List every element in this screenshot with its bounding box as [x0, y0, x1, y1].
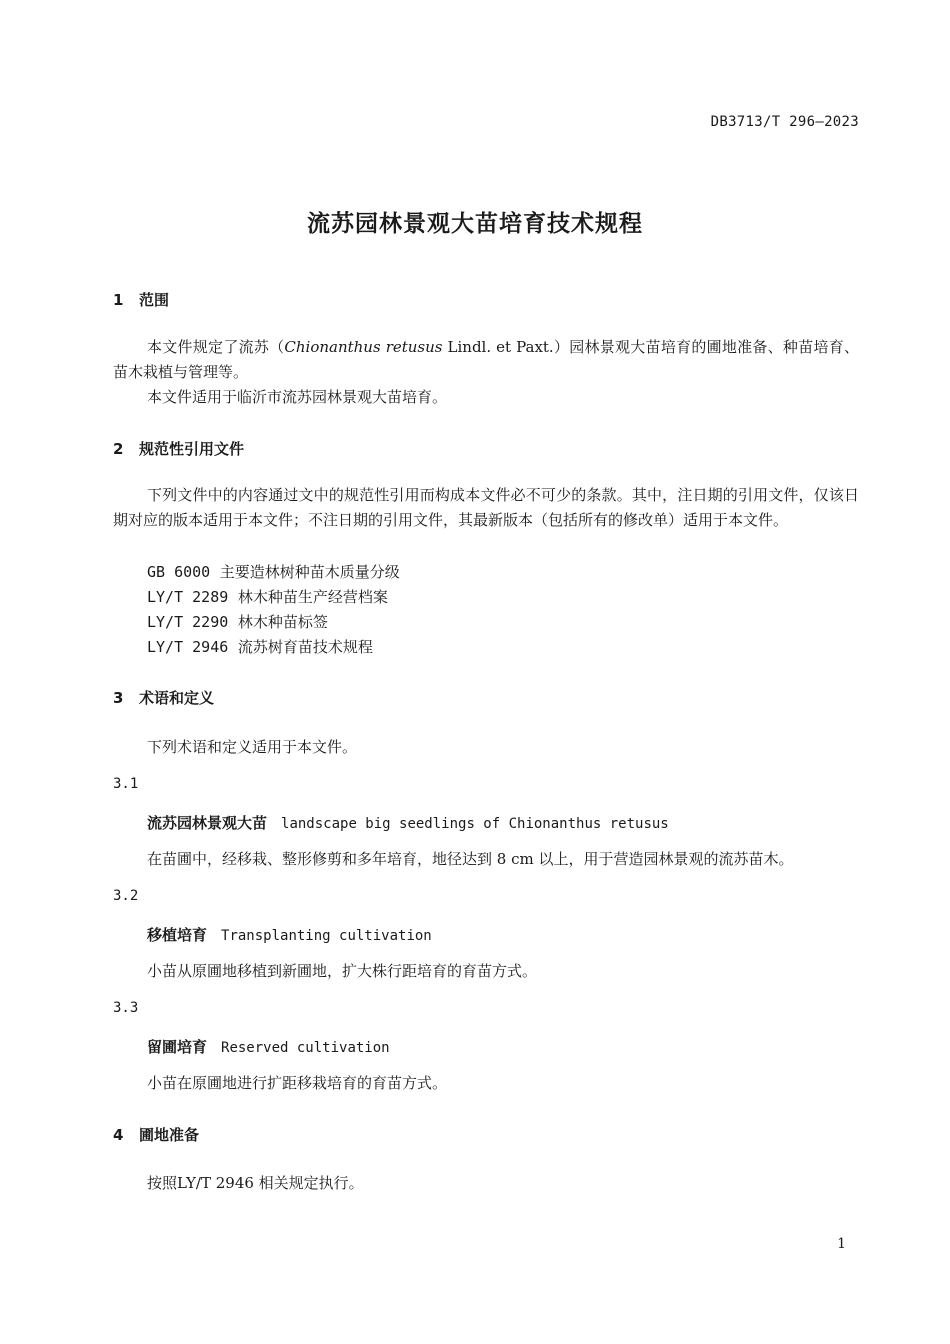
- section-title: 规范性引用文件: [139, 440, 245, 458]
- reference-code: GB 6000: [147, 563, 211, 581]
- reference-code: LY/T 2946: [147, 638, 229, 656]
- reference-title: 林木种苗标签: [237, 613, 328, 631]
- reference-code: LY/T 2290: [147, 613, 229, 631]
- document-code: DB3713/T 296—2023: [710, 114, 859, 130]
- scientific-name: Chionanthus retusus: [284, 338, 443, 356]
- term-definition: 在苗圃中，经移栽、整形修剪和多年培育，地径达到 8 cm 以上，用于营造园林景观的流苏苗木。: [147, 850, 794, 868]
- reference-item: [147, 561, 400, 582]
- term-entry: [147, 1036, 390, 1057]
- text-suffix: Lindl. et Paxt.）园林景观大苗培育的圃地准备、种苗培育、苗木栽植与管理等。: [113, 338, 859, 381]
- section-number: 2: [113, 440, 124, 458]
- term-chinese: 移植培育: [147, 926, 208, 944]
- section-number: 3: [113, 689, 124, 707]
- reference-title: 林木种苗生产经营档案: [237, 588, 388, 606]
- term-chinese: 留圃培育: [147, 1038, 208, 1056]
- term-chinese: 流苏园林景观大苗: [147, 814, 268, 832]
- section-2-intro: 下列文件中的内容通过文中的规范性引用而构成本文件必不可少的条款。其中，注日期的引用文件，仅该日期对应的版本适用于本文件；不注日期的引用文件，其最新版本（包括所有的修改单）适用于本文件。: [113, 486, 859, 529]
- term-english: Reserved cultivation: [221, 1040, 390, 1056]
- term-number: 3.3: [113, 1000, 139, 1016]
- reference-item: [147, 611, 328, 632]
- section-4-text: 按照LY/T 2946 相关规定执行。: [147, 1174, 364, 1192]
- page-number: 1: [837, 1236, 846, 1252]
- reference-item: [147, 636, 373, 657]
- section-number: 1: [113, 291, 124, 309]
- term-entry: [147, 924, 432, 945]
- section-1-paragraph-2: 本文件适用于临沂市流苏园林景观大苗培育。: [147, 388, 448, 406]
- section-1-heading: [113, 289, 169, 310]
- reference-title: 流苏树育苗技术规程: [237, 638, 373, 656]
- document-title: 流苏园林景观大苗培育技术规程: [307, 211, 643, 237]
- section-1-paragraph-1: [113, 335, 859, 385]
- term-english: Transplanting cultivation: [221, 928, 432, 944]
- section-3-heading: [113, 687, 214, 708]
- section-number: 4: [113, 1126, 124, 1144]
- term-entry: [147, 812, 669, 833]
- term-number: 3.1: [113, 776, 139, 792]
- section-title: 术语和定义: [139, 689, 215, 707]
- section-2-heading: [113, 438, 244, 459]
- section-3-intro: 下列术语和定义适用于本文件。: [147, 738, 358, 756]
- section-title: 圃地准备: [139, 1126, 200, 1144]
- reference-code: LY/T 2289: [147, 588, 229, 606]
- term-english: landscape big seedlings of Chionanthus retusus: [281, 816, 669, 832]
- term-definition: 小苗在原圃地进行扩距移栽培育的育苗方式。: [147, 1074, 448, 1092]
- reference-item: [147, 586, 388, 607]
- term-definition: 小苗从原圃地移植到新圃地，扩大株行距培育的育苗方式。: [147, 962, 538, 980]
- reference-title: 主要造林树种苗木质量分级: [219, 563, 400, 581]
- section-4-heading: [113, 1124, 199, 1145]
- term-number: 3.2: [113, 888, 139, 904]
- section-title: 范围: [139, 291, 170, 309]
- text-prefix: 本文件规定了流苏（: [147, 338, 285, 356]
